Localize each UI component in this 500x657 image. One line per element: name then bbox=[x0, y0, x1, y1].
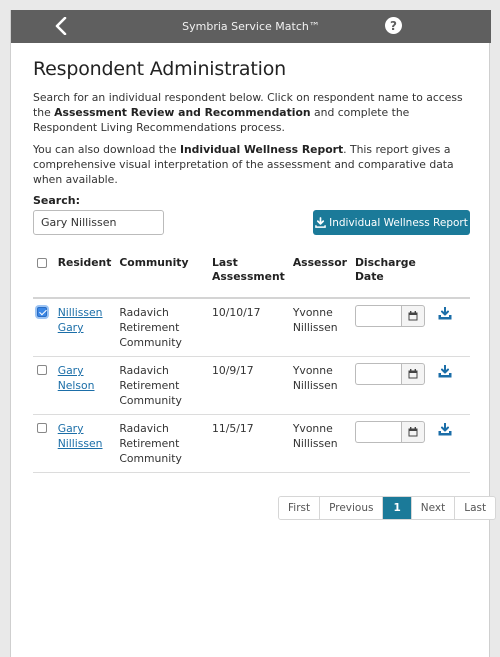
discharge-date-input[interactable] bbox=[355, 421, 401, 443]
row-checkbox[interactable] bbox=[37, 423, 47, 433]
page-title: Respondent Administration bbox=[33, 58, 286, 80]
download-icon bbox=[438, 423, 452, 436]
wellness-button-label: Individual Wellness Report bbox=[329, 216, 468, 229]
download-report-button[interactable] bbox=[438, 423, 452, 440]
download-icon bbox=[438, 365, 452, 378]
table-row bbox=[33, 298, 470, 357]
respondent-table bbox=[33, 248, 470, 473]
page-next[interactable]: Next bbox=[412, 497, 455, 519]
resident-link[interactable]: Gary Nillissen bbox=[57, 422, 103, 450]
main-content bbox=[33, 58, 487, 514]
pagination bbox=[278, 496, 496, 520]
search-input[interactable] bbox=[33, 210, 164, 235]
header-assessor: Assessor bbox=[289, 248, 351, 298]
discharge-date-picker bbox=[355, 421, 430, 443]
page-last[interactable]: Last bbox=[455, 497, 495, 519]
discharge-date-picker bbox=[355, 305, 430, 327]
calendar-icon bbox=[408, 369, 418, 379]
select-all-header bbox=[33, 248, 54, 298]
search-label: Search: bbox=[33, 194, 80, 207]
discharge-date-input[interactable] bbox=[355, 363, 401, 385]
calendar-button[interactable] bbox=[401, 305, 425, 327]
calendar-button[interactable] bbox=[401, 421, 425, 443]
community-cell: Radavich Retirement Community bbox=[115, 415, 208, 473]
row-checkbox[interactable] bbox=[37, 365, 47, 375]
last-assessment-cell: 10/10/17 bbox=[208, 298, 289, 357]
intro-paragraph-2: You can also download the Individual Wellness Report. This report gives a comprehensive visual interpretation of the assessment and comparative data when available. bbox=[33, 143, 454, 186]
header-actions bbox=[434, 248, 470, 298]
download-report-button[interactable] bbox=[438, 365, 452, 382]
top-bar bbox=[11, 10, 491, 43]
assessor-cell: Yvonne Nillissen bbox=[289, 357, 351, 415]
page-first[interactable]: First bbox=[279, 497, 320, 519]
calendar-icon bbox=[408, 427, 418, 437]
download-icon bbox=[315, 217, 326, 228]
row-checkbox[interactable] bbox=[37, 307, 47, 317]
table-header-row bbox=[33, 248, 470, 298]
download-icon bbox=[438, 307, 452, 320]
resident-link[interactable]: Nillissen Gary bbox=[57, 306, 103, 334]
header-resident: Resident bbox=[54, 248, 116, 298]
table-row bbox=[33, 357, 470, 415]
individual-wellness-report-button[interactable] bbox=[313, 210, 470, 235]
page-previous[interactable]: Previous bbox=[320, 497, 383, 519]
question-circle-icon: ? bbox=[390, 18, 397, 33]
discharge-date-picker bbox=[355, 363, 430, 385]
header-discharge-date: Discharge Date bbox=[351, 248, 434, 298]
calendar-button[interactable] bbox=[401, 363, 425, 385]
app-title: Symbria Service Match™ bbox=[182, 20, 320, 33]
page-current[interactable]: 1 bbox=[383, 497, 411, 519]
help-button[interactable] bbox=[385, 17, 402, 34]
calendar-icon bbox=[408, 311, 418, 321]
select-all-checkbox[interactable] bbox=[37, 258, 47, 268]
header-last-assessment: Last Assessment bbox=[208, 248, 289, 298]
header-community: Community bbox=[115, 248, 208, 298]
resident-link[interactable]: Gary Nelson bbox=[57, 364, 95, 392]
assessor-cell: Yvonne Nillissen bbox=[289, 298, 351, 357]
download-report-button[interactable] bbox=[438, 307, 452, 324]
last-assessment-cell: 11/5/17 bbox=[208, 415, 289, 473]
community-cell: Radavich Retirement Community bbox=[115, 298, 208, 357]
app-frame bbox=[10, 10, 490, 657]
intro-paragraph-1: Search for an individual respondent below. Click on respondent name to access the Assessment Review and Recommendation and complete the Respondent Living Recommendations process. bbox=[33, 91, 463, 134]
assessor-cell: Yvonne Nillissen bbox=[289, 415, 351, 473]
discharge-date-input[interactable] bbox=[355, 305, 401, 327]
community-cell: Radavich Retirement Community bbox=[115, 357, 208, 415]
last-assessment-cell: 10/9/17 bbox=[208, 357, 289, 415]
table-row bbox=[33, 415, 470, 473]
